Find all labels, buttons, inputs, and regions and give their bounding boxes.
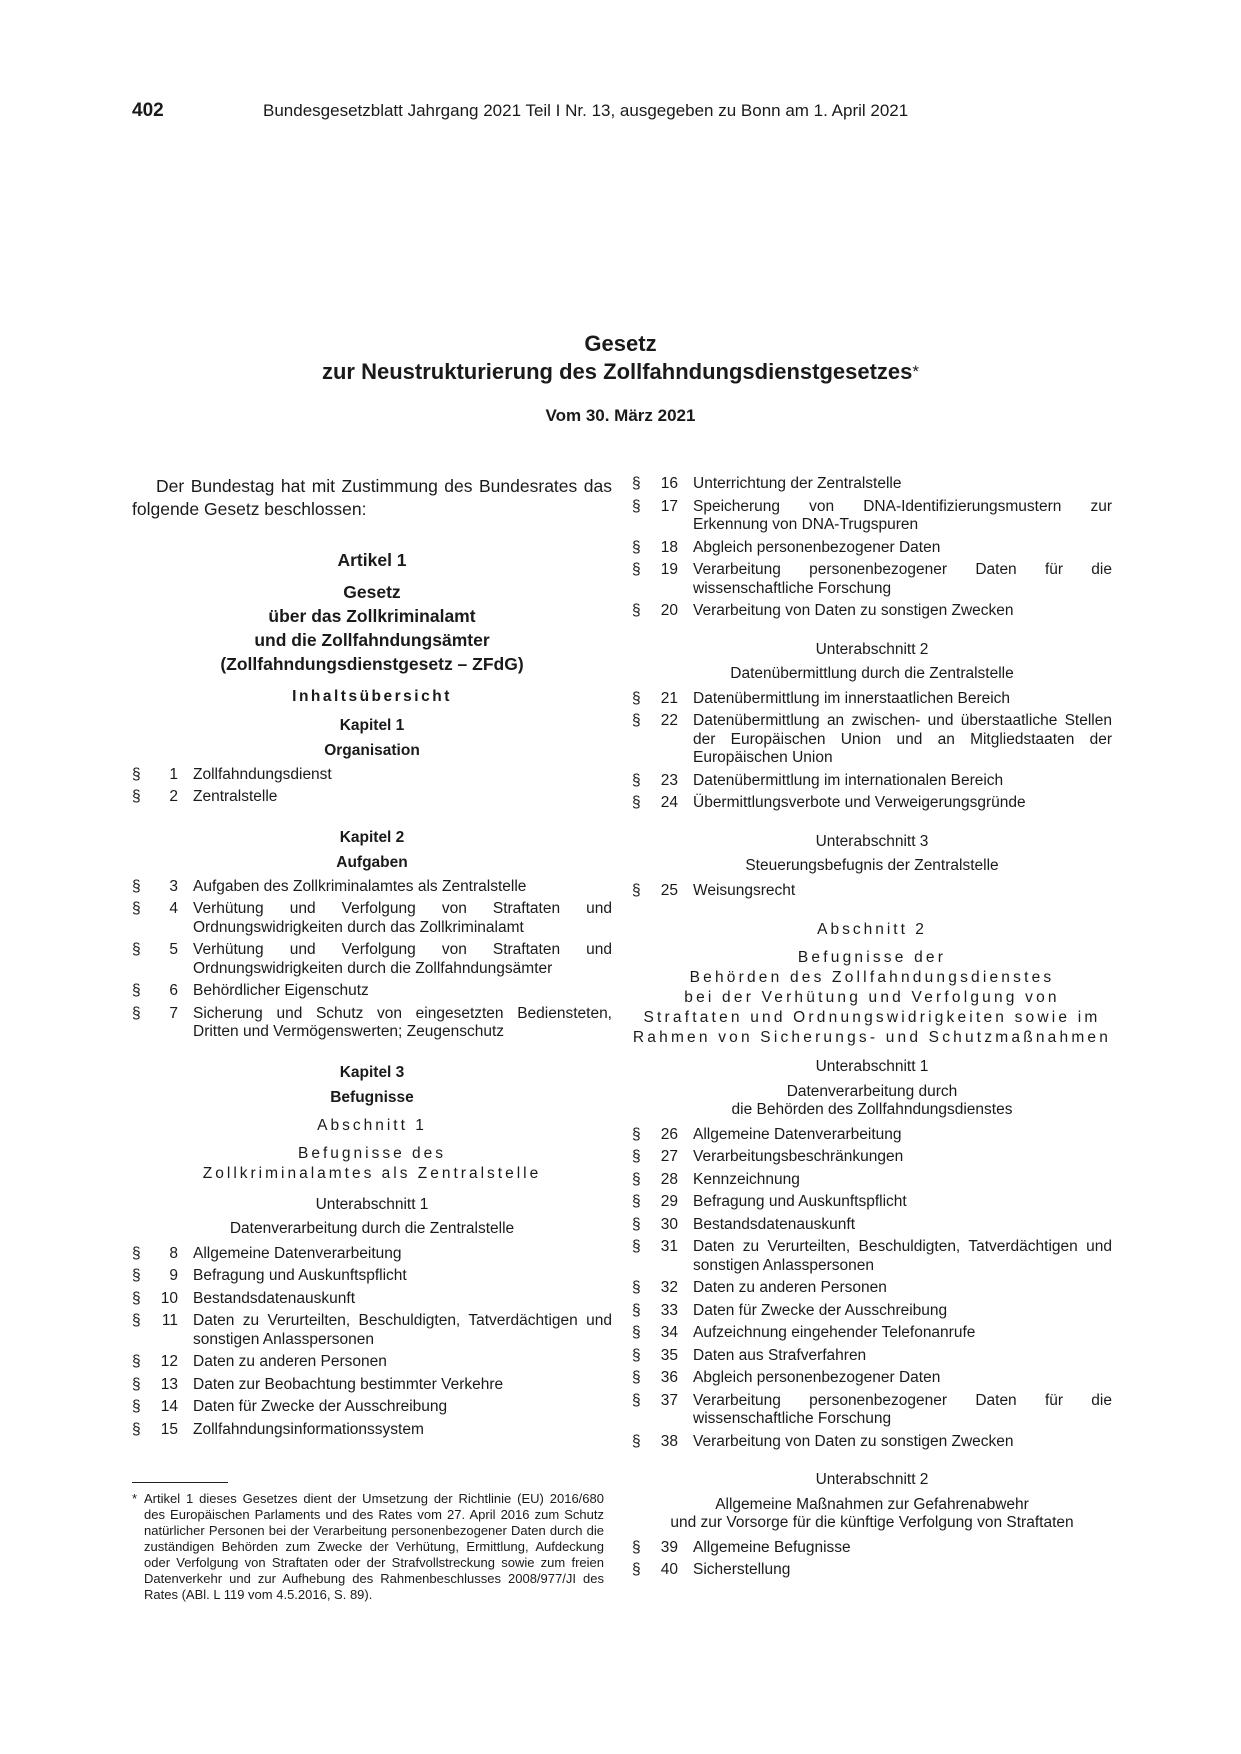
section-title-text: Zollfahndungsinformationssystem <box>193 1420 424 1438</box>
toc-entry <box>632 1324 1112 1343</box>
section-number: 25 <box>660 881 678 899</box>
law-title-line: Gesetz <box>343 582 401 602</box>
section-number: 32 <box>660 1279 678 1296</box>
section-number: 1 <box>169 765 178 783</box>
section-number: 26 <box>660 1125 678 1143</box>
section-number: 23 <box>660 771 678 789</box>
section-title-text: Aufgaben des Zollkriminalamtes als Zentralstelle <box>193 877 527 895</box>
section-title-text: Daten zu anderen Personen <box>193 1353 387 1370</box>
section-title-text: Bestandsdatenauskunft <box>193 1289 356 1307</box>
section-title-text: Verarbeitung von Daten zu sonstigen Zwecken <box>693 602 1014 619</box>
toc-entry <box>132 878 612 897</box>
subsection-title <box>632 1083 1112 1120</box>
section-title-text: Sicherstellung <box>693 1561 791 1578</box>
section-sign: § <box>632 561 641 578</box>
section-sign: § <box>632 1346 641 1364</box>
section-number: 17 <box>660 497 678 515</box>
law-title-line: (Zollfahndungsdienstgesetz – ZFdG) <box>220 654 524 674</box>
section-title-line: Befugnisse der <box>797 949 947 966</box>
subsection-title-line: die Behörden des Zollfahndungsdienstes <box>731 1101 1013 1118</box>
section-title-line: bei der Verhütung und Verfolgung von <box>684 989 1060 1006</box>
section-number: 37 <box>660 1391 678 1409</box>
toc-list <box>632 882 1112 901</box>
toc-entry <box>632 882 1112 901</box>
section-title-text: Verarbeitung von Daten zu sonstigen Zwecken <box>693 1432 1014 1450</box>
section-number: 4 <box>169 900 178 917</box>
footnote-mark: * <box>132 1491 138 1506</box>
toc-entry <box>632 690 1112 709</box>
section-title-text: Daten zu Verurteilten, Beschuldigten, Tatverdächtigen und sonstigen Anlasspersonen <box>193 1312 612 1348</box>
section-sign: § <box>132 1244 141 1262</box>
toc-entry <box>632 772 1112 791</box>
right-column <box>632 475 1112 1584</box>
section-sign: § <box>132 1289 141 1307</box>
section-number: 8 <box>169 1244 178 1262</box>
section-title-text: Datenübermittlung an zwischen- und überstaatliche Stellen der Europäischen Union und an Mitgliedstaaten der Europäischen Union <box>693 712 1112 766</box>
section-sign: § <box>632 497 641 515</box>
section-sign: § <box>632 881 641 899</box>
toc-entry <box>632 498 1112 535</box>
section-sign: § <box>632 1561 641 1578</box>
toc-entry <box>132 982 612 1001</box>
toc-entry <box>132 1267 612 1286</box>
footnote-rule <box>132 1482 228 1483</box>
toc-entry <box>632 712 1112 768</box>
toc-list <box>132 878 612 1042</box>
footnote-text: Artikel 1 dieses Gesetzes dient der Umsetzung der Richtlinie (EU) 2016/680 des Europäischen Parlaments und des Rates vom 27. April 2016 zum Schutz natürlicher Personen bei der Verarbeitung personenbezogener Daten durch die zuständigen Behörden zum Zwecke der Verhütung, Ermittlung, Aufdeckung oder Verfolgung von Straftaten oder der Strafvollstreckung sowie zum freien Datenverkehr und zur Aufhebung des Rahmenbeschlusses 2008/977/JI des Rates (ABl. L 119 vom 4.5.2016, S. 89). <box>144 1491 604 1602</box>
toc-entry <box>132 788 612 807</box>
article-heading: Artikel 1 <box>337 550 407 570</box>
section-title-text: Übermittlungsverbote und Verweigerungsgründe <box>693 794 1026 811</box>
section-title-text: Befragung und Auskunftspflicht <box>193 1267 407 1284</box>
section-title-text: Verarbeitungsbeschränkungen <box>693 1148 904 1165</box>
section-sign: § <box>132 941 141 958</box>
toc-list <box>132 766 612 807</box>
left-column <box>132 475 612 1443</box>
section-title-text: Abgleich personenbezogener Daten <box>693 538 941 556</box>
subsection-title: Datenverarbeitung durch die Zentralstelle <box>229 1220 515 1237</box>
section-sign: § <box>632 1279 641 1296</box>
section-number: 27 <box>660 1148 678 1165</box>
subsection-title: Datenübermittlung durch die Zentralstelle <box>730 665 1014 682</box>
section-title-text: Verhütung und Verfolgung von Straftaten und Ordnungswidrigkeiten durch das Zollkriminalamt <box>193 900 612 936</box>
section-number: 9 <box>169 1267 178 1284</box>
subsection-title-line: Datenverarbeitung durch <box>786 1082 958 1100</box>
section-title-text: Weisungsrecht <box>693 881 796 899</box>
toc-entry <box>632 1302 1112 1321</box>
section-title-text: Daten zu Verurteilten, Beschuldigten, Tatverdächtigen und sonstigen Anlasspersonen <box>693 1238 1112 1274</box>
section-title-text: Daten zu anderen Personen <box>693 1279 887 1296</box>
section-number: 33 <box>660 1301 678 1319</box>
section-number: 11 <box>161 1312 178 1329</box>
section-title-text: Daten für Zwecke der Ausschreibung <box>193 1398 448 1415</box>
title-text: zur Neustrukturierung des Zollfahndungsdienstgesetzes <box>321 359 913 384</box>
section-title-text: Zollfahndungsdienst <box>193 765 332 783</box>
toc-entry <box>132 1312 612 1349</box>
section-sign: § <box>132 1398 141 1415</box>
section-number: 13 <box>160 1375 178 1393</box>
law-title-line: und die Zollfahndungsämter <box>254 630 490 650</box>
section-sign: § <box>632 1391 641 1409</box>
section-sign: § <box>632 1324 641 1341</box>
toc-entry <box>632 602 1112 621</box>
section-sign: § <box>632 1215 641 1233</box>
toc-heading: Inhaltsübersicht <box>292 688 452 705</box>
section-title-text: Daten aus Strafverfahren <box>693 1346 867 1364</box>
section-number: 31 <box>660 1238 678 1255</box>
section-sign: § <box>632 794 641 811</box>
section-title-text: Verhütung und Verfolgung von Straftaten und Ordnungswidrigkeiten durch die Zollfahndungsämter <box>193 941 612 977</box>
section-sign: § <box>132 877 141 895</box>
date-line: Vom 30. März 2021 <box>545 406 696 425</box>
section-number: 40 <box>660 1561 678 1578</box>
footnote <box>132 1491 604 1603</box>
section-title-text: Befragung und Auskunftspflicht <box>693 1193 907 1210</box>
law-title <box>132 580 612 676</box>
section-sign: § <box>632 1193 641 1210</box>
section-title-text: Daten für Zwecke der Ausschreibung <box>693 1301 948 1319</box>
section-title-text: Sicherung und Schutz von eingesetzten Bediensteten, Dritten und Vermögenswerten; Zeugenschutz <box>193 1004 612 1040</box>
section-sign: § <box>632 712 641 729</box>
toc-entry <box>632 1392 1112 1429</box>
section-sign: § <box>132 1267 141 1284</box>
section-number: 19 <box>660 561 678 578</box>
section-number: 30 <box>660 1215 678 1233</box>
toc-entry <box>132 1290 612 1309</box>
section-title-line: Rahmen von Sicherungs- und Schutzmaßnahmen <box>632 1029 1112 1046</box>
section-number: 15 <box>160 1420 178 1438</box>
subsection-label: Unterabschnitt 3 <box>815 832 929 850</box>
section-sign: § <box>632 538 641 556</box>
section-title-text: Aufzeichnung eingehender Telefonanrufe <box>693 1324 976 1341</box>
section-number: 29 <box>660 1193 678 1210</box>
intro-paragraph: Der Bundestag hat mit Zustimmung des Bundesrates das folgende Gesetz beschlossen: <box>132 476 612 519</box>
page-number: 402 <box>132 100 164 121</box>
section-title <box>132 1144 612 1184</box>
section-number: 36 <box>660 1369 678 1386</box>
section-number: 7 <box>169 1004 178 1022</box>
section-title-text: Speicherung von DNA-Identifizierungsmustern zur Erkennung von DNA-Trugspuren <box>693 497 1112 533</box>
section-number: 10 <box>160 1289 178 1307</box>
section-sign: § <box>132 1375 141 1393</box>
subsection-label: Unterabschnitt 2 <box>815 1471 929 1488</box>
chapter-label: Kapitel 2 <box>339 828 405 846</box>
section-title-line: Straftaten und Ordnungswidrigkeiten sowie im <box>643 1009 1101 1026</box>
toc-entry <box>132 1245 612 1264</box>
toc-entry <box>132 1376 612 1395</box>
toc-entry <box>132 1421 612 1440</box>
section-title-text: Allgemeine Befugnisse <box>693 1538 851 1556</box>
subsection-title-line: und zur Vorsorge für die künftige Verfolgung von Straftaten <box>670 1514 1074 1531</box>
section-sign: § <box>132 1312 141 1329</box>
section-title-text: Allgemeine Datenverarbeitung <box>193 1244 402 1262</box>
section-title-line: Zollkriminalamtes als Zentralstelle <box>202 1164 542 1182</box>
section-sign: § <box>132 1353 141 1370</box>
section-number: 5 <box>169 941 178 958</box>
section-number: 20 <box>660 602 678 619</box>
section-sign: § <box>132 1420 141 1438</box>
section-title-text: Zentralstelle <box>193 788 278 805</box>
section-sign: § <box>632 1432 641 1450</box>
section-title-text: Datenübermittlung im internationalen Bereich <box>693 771 1004 789</box>
section-sign: § <box>132 788 141 805</box>
toc-entry <box>632 1539 1112 1558</box>
section-number: 3 <box>169 877 178 895</box>
section-number: 21 <box>660 689 678 707</box>
toc-entry <box>632 1433 1112 1452</box>
subsection-title <box>632 1496 1112 1533</box>
section-label: Abschnitt 1 <box>317 1116 427 1134</box>
toc-entry <box>632 1126 1112 1145</box>
chapter-name: Aufgaben <box>336 854 408 871</box>
toc-entry <box>632 1193 1112 1212</box>
toc-entry <box>632 539 1112 558</box>
section-sign: § <box>632 602 641 619</box>
section-title-text: Abgleich personenbezogener Daten <box>693 1369 941 1386</box>
toc-entry <box>132 1005 612 1042</box>
toc-list <box>632 1539 1112 1580</box>
section-number: 22 <box>660 712 678 729</box>
section-number: 34 <box>660 1324 678 1341</box>
section-title-line: Befugnisse des <box>298 1144 446 1162</box>
section-number: 18 <box>660 538 678 556</box>
section-title-text: Datenübermittlung im innerstaatlichen Bereich <box>693 689 1011 707</box>
section-number: 38 <box>660 1432 678 1450</box>
toc-list <box>132 1245 612 1440</box>
subsection-label: Unterabschnitt 1 <box>815 1058 929 1075</box>
section-sign: § <box>632 1538 641 1556</box>
subsection-title: Steuerungsbefugnis der Zentralstelle <box>745 857 999 874</box>
section-sign: § <box>632 1148 641 1165</box>
toc-list <box>632 1126 1112 1452</box>
section-title-text: Kennzeichnung <box>693 1170 800 1188</box>
toc-entry <box>132 941 612 978</box>
toc-entry <box>632 1216 1112 1235</box>
section-title-text: Daten zur Beobachtung bestimmter Verkehre <box>193 1375 504 1393</box>
section-title <box>632 948 1112 1048</box>
running-title: Bundesgesetzblatt Jahrgang 2021 Teil I Nr. 13, ausgegeben zu Bonn am 1. April 2021 <box>263 101 909 120</box>
toc-entry <box>132 1353 612 1372</box>
chapter-label: Kapitel 3 <box>339 1063 405 1081</box>
toc-entry <box>132 1398 612 1417</box>
section-sign: § <box>632 1301 641 1319</box>
section-sign: § <box>132 982 141 999</box>
toc-entry <box>632 1369 1112 1388</box>
toc-entry <box>632 794 1112 813</box>
section-number: 24 <box>660 794 678 811</box>
section-number: 6 <box>169 982 178 999</box>
toc-list <box>632 690 1112 813</box>
toc-entry <box>632 1171 1112 1190</box>
toc-entry <box>632 1279 1112 1298</box>
toc-list <box>632 475 1112 621</box>
section-number: 14 <box>160 1398 178 1415</box>
title-block <box>0 330 1241 426</box>
chapter-label: Kapitel 1 <box>339 716 405 734</box>
chapter-name: Befugnisse <box>330 1089 414 1106</box>
toc-entry <box>632 1238 1112 1275</box>
subsection-title-line: Allgemeine Maßnahmen zur Gefahrenabwehr <box>715 1495 1029 1513</box>
title-line-1: Gesetz <box>584 331 657 356</box>
section-title-text: Verarbeitung personenbezogener Daten für die wissenschaftliche Forschung <box>693 561 1112 597</box>
section-sign: § <box>632 1238 641 1255</box>
section-number: 16 <box>660 475 678 492</box>
section-title-text: Unterrichtung der Zentralstelle <box>693 475 902 492</box>
section-sign: § <box>632 1125 641 1143</box>
section-sign: § <box>632 689 641 707</box>
subsection-label: Unterabschnitt 2 <box>815 640 929 658</box>
toc-entry <box>632 561 1112 598</box>
section-sign: § <box>632 1170 641 1188</box>
section-number: 12 <box>160 1353 178 1370</box>
section-sign: § <box>132 900 141 917</box>
section-label: Abschnitt 2 <box>817 921 927 938</box>
title-footnote-mark: * <box>912 362 920 381</box>
section-number: 28 <box>660 1170 678 1188</box>
section-number: 39 <box>660 1538 678 1556</box>
title-line-2 <box>0 358 1241 386</box>
section-title-text: Bestandsdatenauskunft <box>693 1215 856 1233</box>
section-sign: § <box>132 1004 141 1022</box>
section-title-text: Verarbeitung personenbezogener Daten für die wissenschaftliche Forschung <box>693 1391 1112 1427</box>
section-sign: § <box>632 1369 641 1386</box>
subsection-label: Unterabschnitt 1 <box>315 1195 429 1213</box>
law-title-line: über das Zollkriminalamt <box>268 606 476 626</box>
toc-entry <box>632 1347 1112 1366</box>
toc-entry <box>632 1561 1112 1580</box>
section-sign: § <box>132 765 141 783</box>
section-sign: § <box>632 475 641 492</box>
section-number: 35 <box>660 1346 678 1364</box>
toc-entry <box>632 1148 1112 1167</box>
section-sign: § <box>632 771 641 789</box>
toc-entry <box>132 766 612 785</box>
section-title-line: Behörden des Zollfahndungsdienstes <box>689 969 1055 986</box>
toc-entry <box>632 475 1112 494</box>
chapter-name: Organisation <box>324 742 420 759</box>
toc-entry <box>132 900 612 937</box>
page-header <box>132 100 1109 126</box>
section-title-text: Behördlicher Eigenschutz <box>193 982 369 999</box>
section-title-text: Allgemeine Datenverarbeitung <box>693 1125 902 1143</box>
section-number: 2 <box>169 788 178 805</box>
